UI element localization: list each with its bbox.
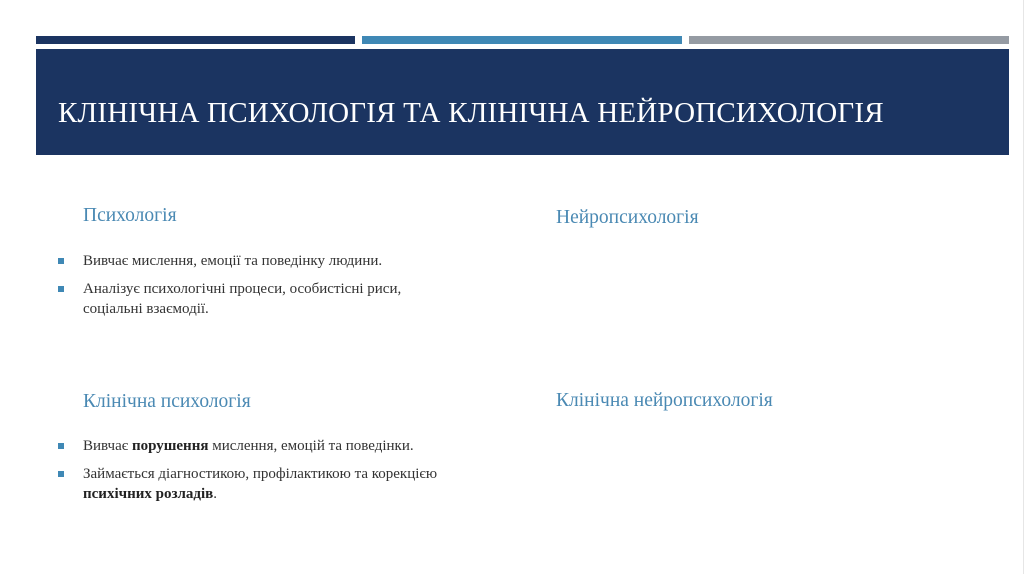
decor-stripe-gray — [689, 36, 1009, 44]
title-band — [36, 49, 1009, 155]
square-bullet-icon — [58, 443, 64, 449]
square-bullet-icon — [58, 286, 64, 292]
bullet-text-post: . — [213, 486, 217, 502]
list-item — [55, 251, 525, 271]
decor-stripe-navy — [36, 36, 355, 44]
bullet-text-line1: Аналізує психологічні процеси, особистісні риси, — [83, 281, 402, 297]
clinical-psychology-bullet-list — [55, 436, 525, 512]
heading-neuropsychology: Нейропсихологія — [556, 207, 699, 228]
bullet-text-line2: соціальні взаємодії. — [83, 301, 209, 317]
list-item — [55, 464, 525, 504]
list-item — [55, 436, 525, 456]
bullet-text-bold: психічних розладів — [83, 486, 214, 502]
heading-clinical-psychology: Клінічна психологія — [83, 391, 251, 412]
bullet-text: Вивчає мислення, емоції та поведінку людини. — [83, 253, 383, 269]
square-bullet-icon — [58, 258, 64, 264]
bullet-text-bold: порушення — [131, 438, 209, 454]
square-bullet-icon — [58, 471, 64, 477]
decor-stripe-blue — [362, 36, 682, 44]
bullet-text-post: мислення, емоцій та поведінки. — [208, 438, 414, 454]
heading-clinical-neuropsychology: Клінічна нейропсихологія — [556, 390, 773, 411]
bullet-text-line1: Займається діагностикою, профілактикою та корекцією — [83, 466, 438, 482]
heading-psychology: Психологія — [83, 205, 177, 226]
list-item — [55, 279, 525, 319]
slide-title: КЛІНІЧНА ПСИХОЛОГІЯ ТА КЛІНІЧНА НЕЙРОПСИХОЛОГІЯ — [58, 96, 884, 129]
bullet-text-pre: Вивчає — [83, 438, 132, 454]
psychology-bullet-list — [55, 251, 525, 327]
